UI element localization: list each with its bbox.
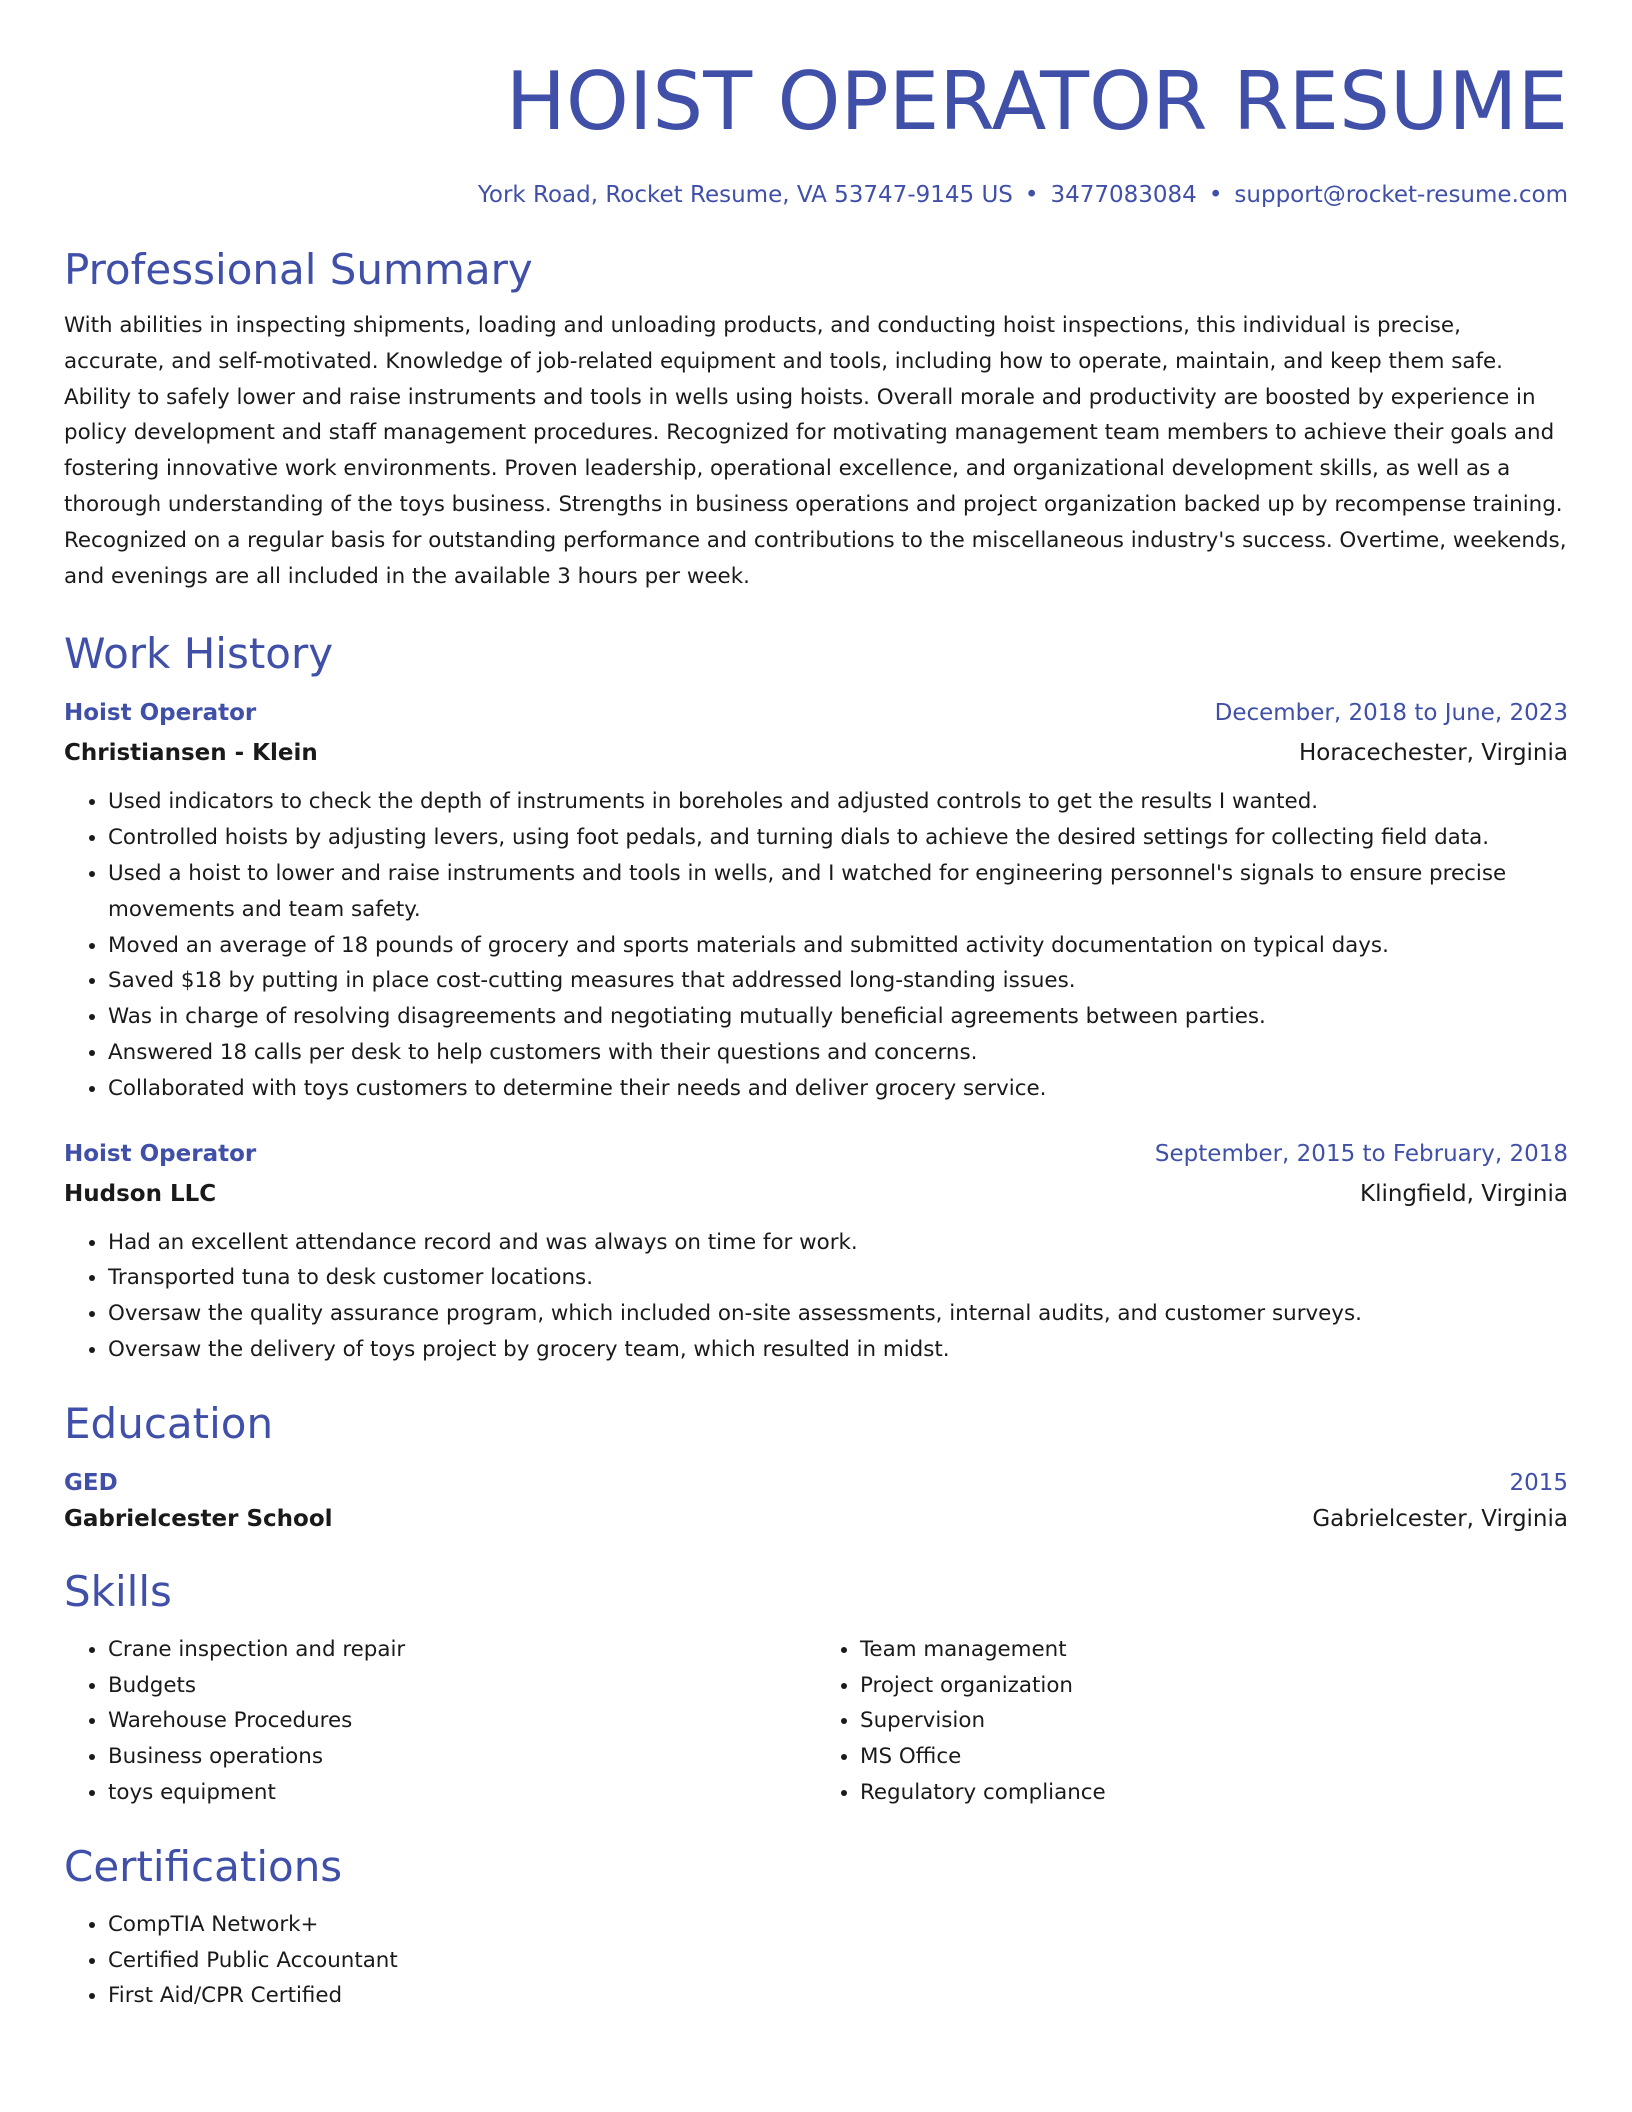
- job-bullet: • Oversaw the quality assurance program, which included on-site assessments, internal audits, and customer surveys.: [108, 1296, 1568, 1332]
- job-dates: December, 2018 to June, 2023: [1214, 700, 1568, 727]
- job-bullets: [64, 784, 1568, 1106]
- skills-left-list: [64, 1632, 816, 1811]
- job-employer: Hudson LLC: [64, 1180, 217, 1207]
- job-bullet: • Had an excellent attendance record and was always on time for work.: [108, 1225, 1568, 1261]
- contact-line: [64, 180, 1568, 210]
- job-employer: Christiansen - Klein: [64, 740, 318, 767]
- education-heading: Education: [64, 1398, 274, 1448]
- skill-item: • Crane inspection and repair: [108, 1632, 816, 1668]
- job-entry: [64, 1139, 1568, 1368]
- contact-separator: •: [1024, 182, 1039, 208]
- job-location: Horacechester, Virginia: [1298, 740, 1568, 767]
- certification-item: • Certified Public Accountant: [108, 1943, 1568, 1979]
- work-history-heading: Work History: [64, 629, 334, 679]
- certification-item: • CompTIA Network+: [108, 1907, 1568, 1943]
- certifications-heading: Certifications: [64, 1841, 343, 1891]
- skill-item: • toys equipment: [108, 1775, 816, 1811]
- contact-email: support@rocket-resume.com: [1234, 182, 1568, 208]
- job-title: Hoist Operator: [64, 1140, 257, 1167]
- job-bullet: • Controlled hoists by adjusting levers, using foot pedals, and turning dials to achieve the desired settings for collecting field data.: [108, 820, 1568, 856]
- skill-item: • Supervision: [860, 1703, 1568, 1739]
- resume-header: [64, 56, 1568, 210]
- education-degree: GED: [64, 1469, 118, 1496]
- job-bullet: • Transported tuna to desk customer locations.: [108, 1260, 1568, 1296]
- job-dates: September, 2015 to February, 2018: [1154, 1140, 1568, 1167]
- job-bullet: • Used a hoist to lower and raise instruments and tools in wells, and I watched for engineering personnel's signals to ensure precise movements and team safety.: [108, 856, 1568, 928]
- contact-phone: 3477083084: [1050, 182, 1197, 208]
- certifications-list: [64, 1907, 1568, 2014]
- job-bullet: • Oversaw the delivery of toys project by grocery team, which resulted in midst.: [108, 1332, 1568, 1368]
- job-location: Klingfield, Virginia: [1359, 1180, 1568, 1207]
- job-title: Hoist Operator: [64, 700, 257, 727]
- job-bullet: • Used indicators to check the depth of instruments in boreholes and adjusted controls to get the results I wanted.: [108, 784, 1568, 820]
- skill-item: • Budgets: [108, 1668, 816, 1704]
- certification-item: • First Aid/CPR Certified: [108, 1978, 1568, 2014]
- job-bullet: • Moved an average of 18 pounds of grocery and sports materials and submitted activity documentation on typical days.: [108, 928, 1568, 964]
- resume-title: HOIST OPERATOR RESUME: [505, 55, 1568, 148]
- education-year: 2015: [1509, 1469, 1568, 1496]
- contact-address: York Road, Rocket Resume, VA 53747-9145 US: [477, 182, 1013, 208]
- skill-item: • Warehouse Procedures: [108, 1703, 816, 1739]
- skill-item: • MS Office: [860, 1739, 1568, 1775]
- skill-item: • Team management: [860, 1632, 1568, 1668]
- education-entry: [64, 1468, 1568, 1534]
- skills-columns: [64, 1632, 1568, 1811]
- skills-right-list: [816, 1632, 1568, 1811]
- skill-item: • Regulatory compliance: [860, 1775, 1568, 1811]
- job-entry: [64, 698, 1568, 1106]
- education-location: Gabrielcester, Virginia: [1312, 1505, 1568, 1532]
- job-bullet: • Answered 18 calls per desk to help customers with their questions and concerns.: [108, 1035, 1568, 1071]
- education-school: Gabrielcester School: [64, 1505, 333, 1532]
- job-bullet: • Collaborated with toys customers to determine their needs and deliver grocery service.: [108, 1071, 1568, 1107]
- summary-heading: Professional Summary: [64, 245, 533, 294]
- summary-text: With abilities in inspecting shipments, loading and unloading products, and conducting hoist inspections, this individual is precise, accurate, and self-motivated. Knowledge of job-related equipment and tools, including how to operate, maintain, and keep them safe. Ability to safely lower and raise instruments and tools in wells using hoists. Overall morale and productivity are boosted by experience in policy development and staff management procedures. Recognized for motivating management team members to achieve their goals and fostering innovative work environments. Proven leadership, operational excellence, and organizational development skills, as well as a thorough understanding of the toys business. Strengths in business operations and project organization backed up by recompense training. Recognized on a regular basis for outstanding performance and contributions to the miscellaneous industry's success. Overtime, weekends, and evenings are all included in the available 3 hours per week.: [64, 313, 1567, 589]
- skill-item: • Business operations: [108, 1739, 816, 1775]
- skills-heading: Skills: [64, 1566, 172, 1616]
- certifications-section: [64, 1907, 1568, 2014]
- job-bullet: • Saved $18 by putting in place cost-cutting measures that addressed long-standing issues.: [108, 963, 1568, 999]
- contact-separator: •: [1208, 182, 1223, 208]
- job-bullets: [64, 1225, 1568, 1368]
- skill-item: • Project organization: [860, 1668, 1568, 1704]
- job-bullet: • Was in charge of resolving disagreements and negotiating mutually beneficial agreements between parties.: [108, 999, 1568, 1035]
